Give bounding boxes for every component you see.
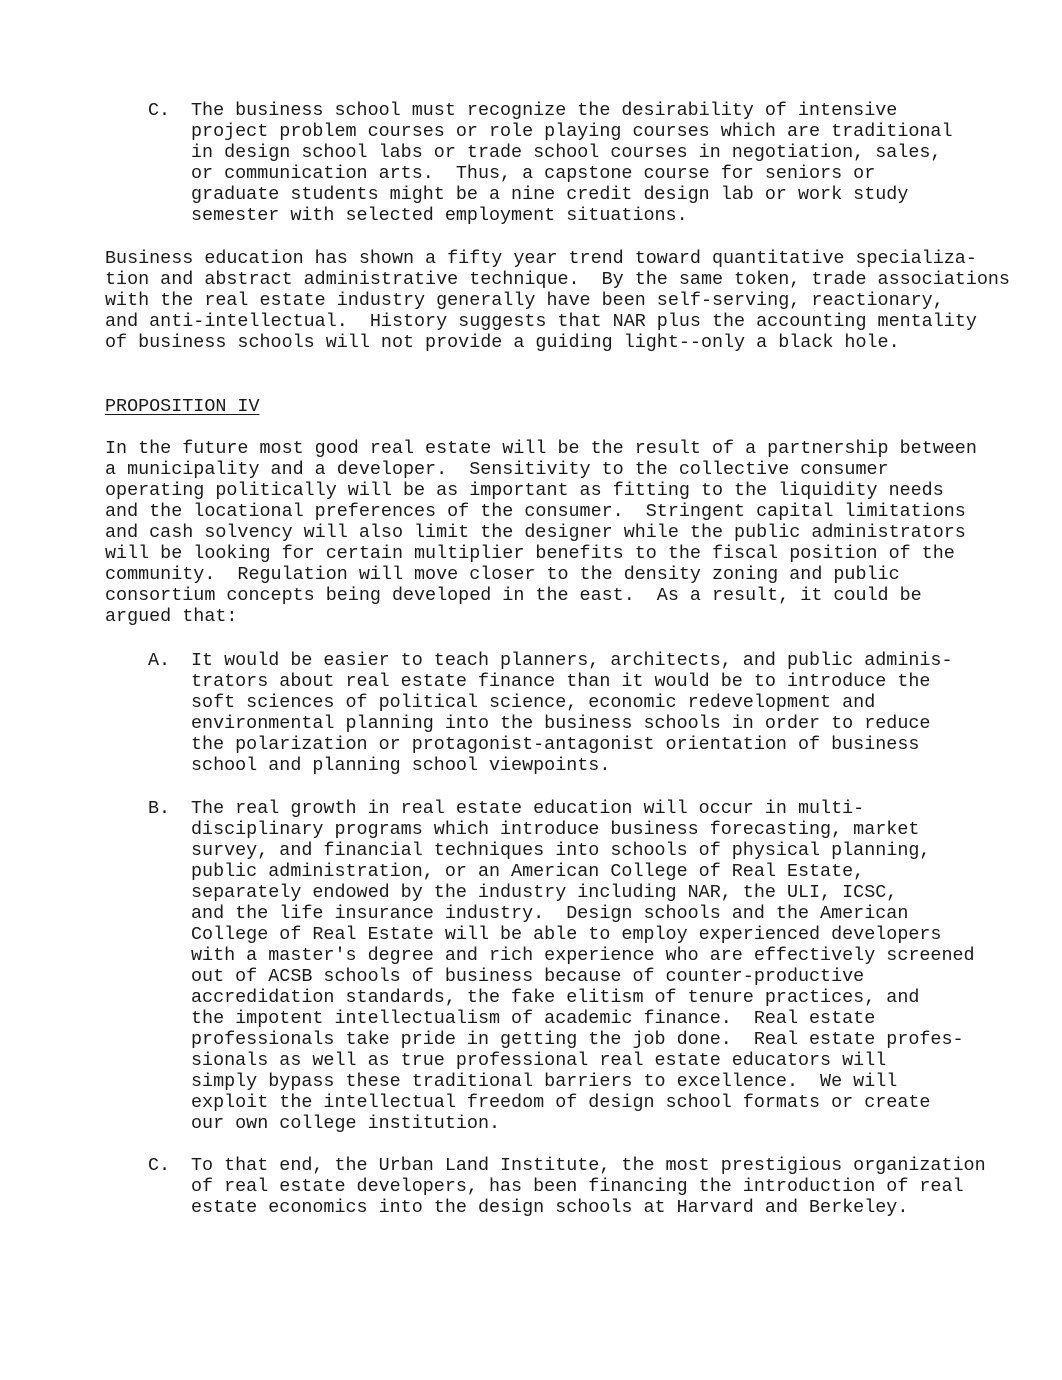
paragraph-line: the impotent intellectualism of academic finance. Real estate [191, 1008, 876, 1029]
list-item-letter: C. [148, 100, 171, 121]
paragraph-line: consortium concepts being developed in the east. As a result, it could be [105, 585, 922, 606]
paragraph-line: separately endowed by the industry including NAR, the ULI, ICSC, [191, 882, 898, 903]
paragraph-line: graduate students might be a nine credit design lab or work study [191, 184, 909, 205]
paragraph-line: operating politically will be as important as fitting to the liquidity needs [105, 480, 944, 501]
paragraph-line: survey, and financial techniques into schools of physical planning, [191, 840, 931, 861]
paragraph-line: community. Regulation will move closer to the density zoning and public [105, 564, 900, 585]
paragraph-line: and anti-intellectual. History suggests that NAR plus the accounting mentality [105, 311, 977, 332]
paragraph-line: our own college institution. [191, 1113, 501, 1134]
paragraph-line: To that end, the Urban Land Institute, the most prestigious organization [191, 1155, 986, 1176]
paragraph-line: of real estate developers, has been financing the introduction of real [191, 1176, 964, 1197]
paragraph-line: and the life insurance industry. Design schools and the American [191, 903, 909, 924]
paragraph-line: The business school must recognize the desirability of intensive [191, 100, 898, 121]
paragraph-line: school and planning school viewpoints. [191, 755, 611, 776]
paragraph-line: The real growth in real estate education will occur in multi- [191, 798, 865, 819]
paragraph-line: with the real estate industry generally have been self-serving, reactionary, [105, 290, 944, 311]
paragraph-line: trators about real estate finance than it would be to introduce the [191, 671, 931, 692]
paragraph-line: College of Real Estate will be able to employ experienced developers [191, 924, 942, 945]
list-item-letter: C. [148, 1155, 171, 1176]
paragraph-line: public administration, or an American College of Real Estate, [191, 861, 865, 882]
paragraph-line: soft sciences of political science, economic redevelopment and [191, 692, 876, 713]
paragraph-line: of business schools will not provide a guiding light--only a black hole. [105, 332, 900, 353]
paragraph-line: exploit the intellectual freedom of design school formats or create [191, 1092, 931, 1113]
paragraph-line: and the locational preferences of the consumer. Stringent capital limitations [105, 501, 966, 522]
list-item-letter: B. [148, 798, 171, 819]
paragraph-line: It would be easier to teach planners, architects, and public adminis- [191, 650, 953, 671]
paragraph-line: will be looking for certain multiplier benefits to the fiscal position of the [105, 543, 955, 564]
section-heading: PROPOSITION IV [105, 396, 260, 417]
paragraph-line: with a master's degree and rich experience who are effectively screened [191, 945, 975, 966]
paragraph-line: argued that: [105, 606, 238, 627]
paragraph-line: out of ACSB schools of business because of counter-productive [191, 966, 865, 987]
paragraph-line: and cash solvency will also limit the designer while the public administrators [105, 522, 966, 543]
paragraph-line: semester with selected employment situations. [191, 205, 688, 226]
paragraph-line: In the future most good real estate will be the result of a partnership between [105, 438, 977, 459]
list-item-letter: A. [148, 650, 171, 671]
paragraph-line: accredidation standards, the fake elitism of tenure practices, and [191, 987, 920, 1008]
paragraph-line: disciplinary programs which introduce business forecasting, market [191, 819, 920, 840]
paragraph-line: environmental planning into the business schools in order to reduce [191, 713, 931, 734]
paragraph-line: simply bypass these traditional barriers to excellence. We will [191, 1071, 898, 1092]
paragraph-line: tion and abstract administrative technique. By the same token, trade associations [105, 269, 1010, 290]
paragraph-line: sionals as well as true professional real estate educators will [191, 1050, 887, 1071]
paragraph-line: professionals take pride in getting the job done. Real estate profes- [191, 1029, 964, 1050]
paragraph-line: the polarization or protagonist-antagonist orientation of business [191, 734, 920, 755]
paragraph-line: or communication arts. Thus, a capstone course for seniors or [191, 163, 876, 184]
paragraph-line: Business education has shown a fifty year trend toward quantitative specializa- [105, 248, 977, 269]
paragraph-line: project problem courses or role playing courses which are traditional [191, 121, 953, 142]
paragraph-line: in design school labs or trade school courses in negotiation, sales, [191, 142, 942, 163]
paragraph-line: estate economics into the design schools at Harvard and Berkeley. [191, 1197, 909, 1218]
paragraph-line: a municipality and a developer. Sensitivity to the collective consumer [105, 459, 889, 480]
